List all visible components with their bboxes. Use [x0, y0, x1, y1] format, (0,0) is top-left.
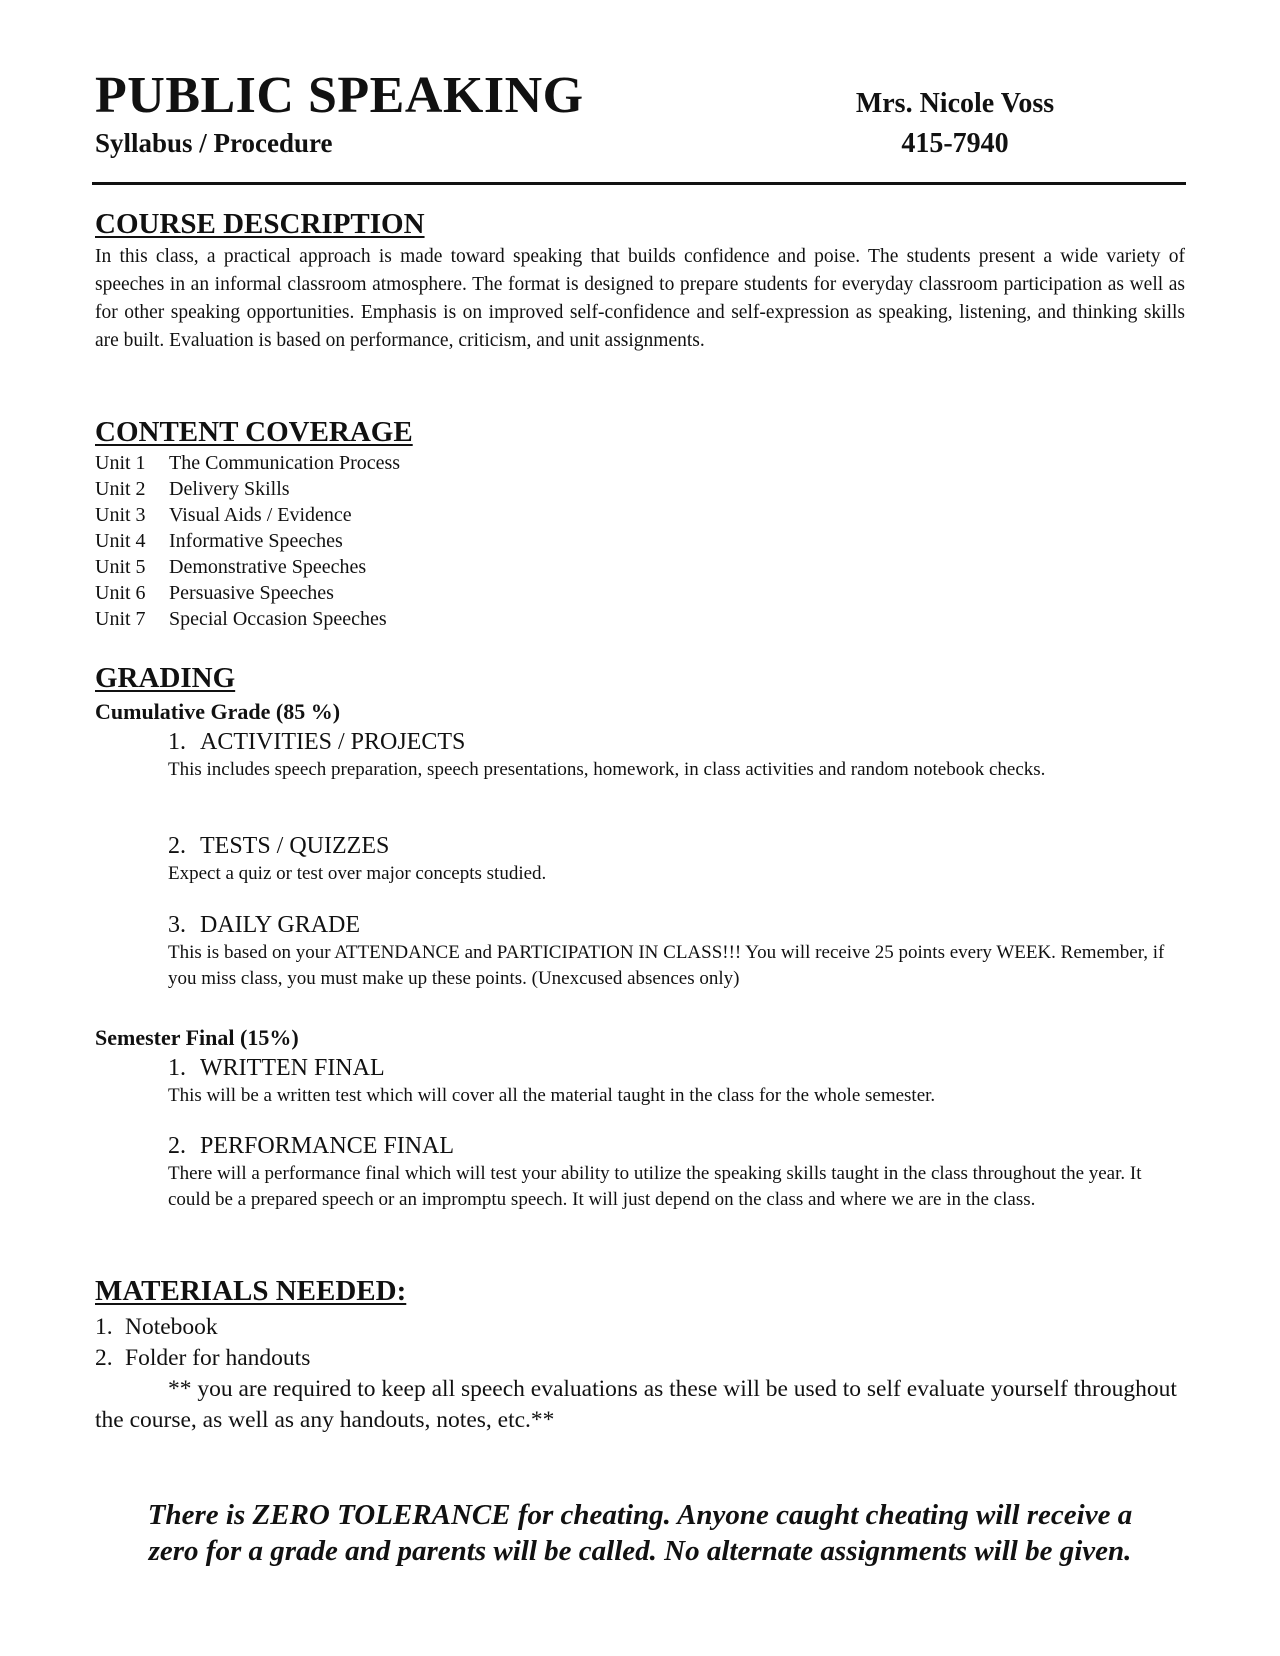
unit-topic: The Communication Process — [169, 452, 401, 474]
grading-item-title — [168, 727, 1178, 757]
semester-final-heading: Semester Final (15%) — [95, 1025, 299, 1050]
unit-row — [95, 528, 400, 554]
unit-list — [95, 450, 400, 632]
unit-topic: Demonstrative Speeches — [169, 556, 367, 578]
unit-number: Unit 6 — [95, 582, 146, 604]
grading-item-number: 2. — [168, 833, 186, 859]
course-description-text: In this class, a practical approach is made toward speaking that builds confidence and poise. The students present a wide variety of speeches in an informal classroom atmosphere. The format is designed to prepare students for everyday classroom participation as well as for other speaking opportunities. Emphasis is on improved self-confidence and self-expression as speaking, listening, and thinking skills are built. Evaluation is based on performance, criticism, and unit assignments. — [95, 246, 1185, 351]
teacher-name: Mrs. Nicole Voss — [855, 88, 1055, 119]
list-item-label: Folder for handouts — [125, 1345, 311, 1371]
cumulative-grade-heading: Cumulative Grade (85 %) — [95, 699, 341, 724]
cheating-policy-line: zero for a grade and parents will be called. No alternate assignments will be given. — [148, 1535, 1132, 1567]
materials-list — [95, 1312, 1195, 1436]
cheating-policy-line: There is ZERO TOLERANCE for cheating. Anyone caught cheating will receive a — [147, 1499, 1133, 1531]
teacher-phone: 415-7940 — [901, 128, 1009, 159]
grading-item-daily — [168, 910, 1178, 992]
grading-item-label: PERFORMANCE FINAL — [200, 1133, 455, 1159]
grading-item-number: 1. — [168, 1055, 186, 1081]
materials-heading: MATERIALS NEEDED: — [95, 1275, 407, 1307]
grading-item-title — [168, 831, 1178, 861]
grading-item-label: ACTIVITIES / PROJECTS — [200, 729, 466, 755]
unit-number: Unit 3 — [95, 504, 146, 526]
unit-row — [95, 580, 400, 606]
grading-item-label: WRITTEN FINAL — [200, 1055, 385, 1081]
list-item-label: Notebook — [125, 1314, 218, 1340]
list-item-number: 2. — [95, 1345, 113, 1371]
materials-note: ** you are required to keep all speech evaluations as these will be used to self evaluate yourself throughout the course, as well as any handouts, notes, etc.** — [95, 1376, 1177, 1433]
grading-item-written-final — [168, 1053, 1178, 1109]
unit-number: Unit 7 — [95, 608, 146, 630]
grading-item-number: 1. — [168, 729, 186, 755]
page-title: PUBLIC SPEAKING — [95, 67, 584, 124]
grading-item-description: This includes speech preparation, speech presentations, homework, in class activities and random notebook checks. — [168, 759, 1046, 780]
grading-item-title — [168, 1053, 1178, 1083]
unit-topic: Delivery Skills — [169, 478, 290, 500]
unit-row — [95, 606, 400, 632]
grading-item-label: TESTS / QUIZZES — [200, 833, 390, 859]
header-divider — [92, 182, 1186, 185]
grading-item-description: This will be a written test which will cover all the material taught in the class for the whole semester. — [168, 1085, 936, 1106]
unit-row — [95, 554, 400, 580]
grading-item-label: DAILY GRADE — [200, 912, 361, 938]
unit-row — [95, 450, 400, 476]
unit-topic: Visual Aids / Evidence — [169, 504, 352, 526]
unit-topic: Special Occasion Speeches — [169, 608, 387, 630]
course-description-heading: COURSE DESCRIPTION — [95, 208, 425, 240]
grading-item-description: Expect a quiz or test over major concepts studied. — [168, 863, 547, 884]
unit-row — [95, 476, 400, 502]
grading-item-title — [168, 910, 1178, 940]
unit-number: Unit 4 — [95, 530, 146, 552]
unit-number: Unit 2 — [95, 478, 146, 500]
content-coverage-heading: CONTENT COVERAGE — [95, 416, 413, 448]
list-item-number: 1. — [95, 1314, 113, 1340]
grading-item-description: There will a performance final which will test your ability to utilize the speaking skills taught in the class throughout the year. It could be a prepared speech or an impromptu speech. It will just depend on the class and where we are in the class. — [168, 1163, 1142, 1210]
cheating-policy — [80, 1497, 1200, 1569]
list-item — [95, 1343, 1195, 1374]
unit-number: Unit 5 — [95, 556, 146, 578]
grading-item-tests — [168, 831, 1178, 887]
grading-item-description: This is based on your ATTENDANCE and PARTICIPATION IN CLASS!!! You will receive 25 points every WEEK. Remember, if you miss class, you must make up these points. (Unexcused absences only) — [168, 942, 1165, 989]
grading-item-title — [168, 1131, 1178, 1161]
list-item — [95, 1312, 1195, 1343]
unit-row — [95, 502, 400, 528]
grading-heading: GRADING — [95, 662, 236, 694]
grading-item-activities — [168, 727, 1178, 783]
grading-item-number: 2. — [168, 1133, 186, 1159]
page-subtitle: Syllabus / Procedure — [95, 128, 333, 158]
unit-topic: Persuasive Speeches — [169, 582, 334, 604]
unit-number: Unit 1 — [95, 452, 146, 474]
grading-item-number: 3. — [168, 912, 186, 938]
grading-item-performance-final — [168, 1131, 1178, 1213]
unit-topic: Informative Speeches — [169, 530, 343, 552]
